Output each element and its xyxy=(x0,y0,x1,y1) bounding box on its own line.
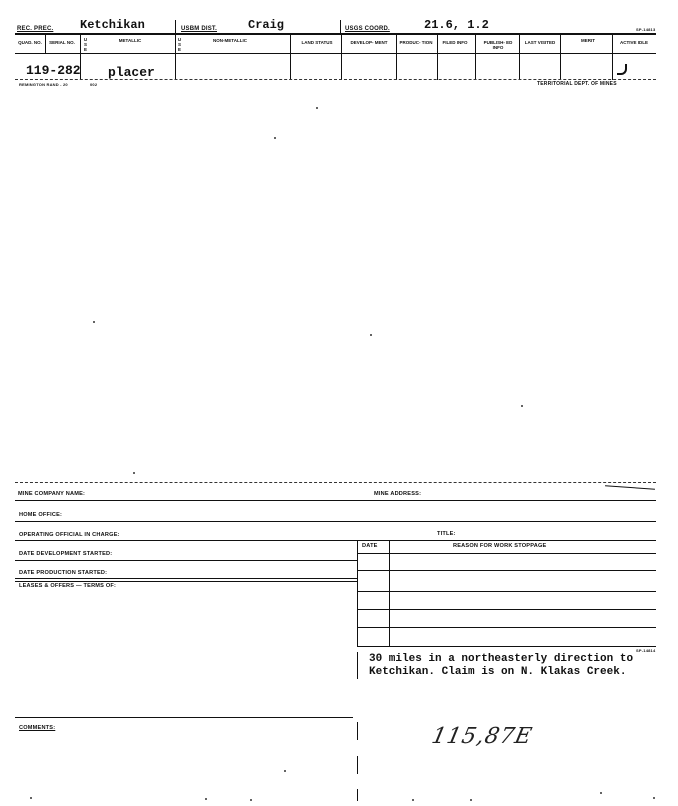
usbm-dist-value: Craig xyxy=(248,18,285,32)
usgs-coord-label: USGS COORD. xyxy=(345,26,390,32)
speck xyxy=(470,799,472,801)
speck xyxy=(30,797,32,799)
col-merit: MERIT xyxy=(581,38,595,43)
col-divider xyxy=(475,35,476,80)
col-divider xyxy=(437,35,438,80)
form-rule xyxy=(15,521,656,522)
form-rule xyxy=(15,578,357,579)
col-land-status: LAND STATUS xyxy=(301,40,333,45)
col-divider xyxy=(560,35,561,80)
location-line-1: 30 miles in a northeasterly direction to xyxy=(369,653,634,665)
speck xyxy=(370,334,372,336)
date-header: DATE xyxy=(362,543,378,549)
speck xyxy=(274,137,276,139)
col-development: DEVELOP- MENT xyxy=(350,40,388,45)
active-idle-mark xyxy=(617,64,627,75)
table-left-border xyxy=(357,540,358,646)
form-number-bottom: SP-14814 xyxy=(636,648,656,653)
form-number-top: SP-14813 xyxy=(636,27,656,32)
divider xyxy=(357,722,358,740)
col-active-idle: ACTIVE IDLE xyxy=(619,40,648,45)
col-production: PRODUC- TION xyxy=(399,40,433,45)
mine-address-label: MINE ADDRESS: xyxy=(374,491,422,497)
form-rule xyxy=(15,500,656,501)
col-last-visited: LAST VISITED xyxy=(524,40,556,45)
dept-name: TERRITORIAL DEPT. OF MINES xyxy=(537,81,617,87)
col-divider xyxy=(45,35,46,53)
table-rule xyxy=(357,609,656,610)
divider xyxy=(357,652,358,679)
speck xyxy=(284,770,286,772)
col-serial-no: SERIAL NO. xyxy=(49,40,75,45)
mine-company-name-label: MINE COMPANY NAME: xyxy=(18,491,86,497)
speck xyxy=(316,107,318,109)
divider xyxy=(175,20,176,34)
home-office-label: HOME OFFICE: xyxy=(19,512,63,518)
leases-offers-label: LEASES & OFFERS — TERMS OF: xyxy=(19,583,117,589)
speck xyxy=(93,321,95,323)
table-rule xyxy=(357,646,656,647)
table-rule xyxy=(357,591,656,592)
title-label: TITLE: xyxy=(437,531,456,537)
rec-prec-label: REC. PREC. xyxy=(17,26,54,32)
col-published-info: PUBLISH- ED INFO xyxy=(483,40,513,51)
speck xyxy=(412,799,414,801)
comments-top-rule xyxy=(15,717,353,718)
col-metallic: METALLIC xyxy=(118,38,142,43)
comments-label: COMMENTS: xyxy=(19,725,56,731)
col-quad-no: QUAD. NO. xyxy=(18,40,42,45)
speck xyxy=(133,472,135,474)
form-rule xyxy=(15,540,656,541)
col-divider xyxy=(341,35,342,80)
location-line-2: Ketchikan. Claim is on N. Klakas Creek. xyxy=(369,666,627,678)
col-divider xyxy=(612,35,613,80)
printer-mark: REMINGTON RAND - 20 xyxy=(19,82,68,87)
record-row-rule xyxy=(15,79,656,80)
col-divider xyxy=(290,35,291,80)
table-rule xyxy=(357,627,656,628)
printer-code: 002 xyxy=(90,82,98,87)
stray-stroke xyxy=(605,485,655,489)
col-filed-info: FILED INFO xyxy=(442,40,468,45)
col-divider xyxy=(175,35,176,80)
table-date-divider xyxy=(389,540,390,646)
col-divider xyxy=(396,35,397,80)
speck xyxy=(653,797,655,799)
speck xyxy=(250,799,252,801)
date-prod-started-label: DATE PRODUCTION STARTED: xyxy=(19,570,108,576)
table-rule xyxy=(357,570,656,571)
form-rule xyxy=(15,581,357,582)
divider xyxy=(357,789,358,801)
quad-serial-value: 119-282 xyxy=(26,63,81,78)
col-use-metallic: U S E xyxy=(83,37,88,53)
operating-official-label: OPERATING OFFICIAL IN CHARGE: xyxy=(19,532,120,538)
column-header-rule xyxy=(15,53,656,54)
rec-prec-value: Ketchikan xyxy=(80,18,145,32)
divider xyxy=(357,756,358,774)
lower-top-dashed-rule xyxy=(15,482,656,483)
usgs-coord-value: 21.6, 1.2 xyxy=(424,18,489,32)
speck xyxy=(205,798,207,800)
form-rule xyxy=(15,560,357,561)
date-dev-started-label: DATE DEVELOPMENT STARTED: xyxy=(19,551,113,557)
metallic-value: placer xyxy=(108,65,155,80)
col-non-metallic: NON-METALLIC xyxy=(213,38,247,43)
speck xyxy=(521,405,523,407)
col-use-nonmetallic: U S E xyxy=(177,37,182,53)
speck xyxy=(600,792,602,794)
handwritten-note: 115,87E xyxy=(429,724,535,749)
divider xyxy=(340,20,341,34)
usbm-dist-label: USBM DIST. xyxy=(181,26,218,32)
col-divider xyxy=(519,35,520,80)
reason-header: REASON FOR WORK STOPPAGE xyxy=(453,543,547,549)
table-rule xyxy=(357,553,656,554)
